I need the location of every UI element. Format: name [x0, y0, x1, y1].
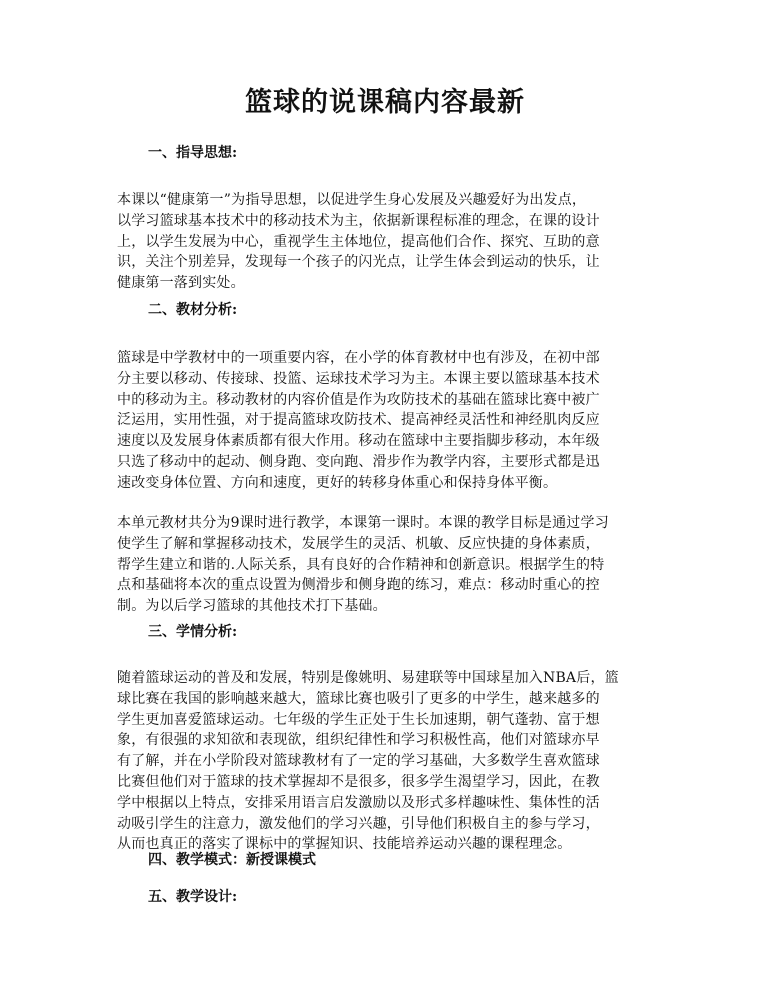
paragraph — [117, 668, 657, 855]
text-line: 制。为以后学习篮球的其他技术打下基础。 — [117, 598, 387, 615]
section-heading-student-analysis: 三、学情分析: — [148, 624, 238, 640]
section-heading-guiding-ideology: 一、指导思想: — [148, 145, 238, 161]
text-line: 球比赛在我国的影响越来越大，篮球比赛也吸引了更多的中学生，越来越多的 — [117, 690, 600, 707]
text-line: 比赛但他们对于篮球的技术掌握却不是很多，很多学生渴望学习，因此，在教 — [117, 773, 600, 790]
text-line: 泛运用，实用性强，对于提高篮球攻防技术、提高神经灵活性和神经肌肉反应 — [117, 412, 600, 429]
paragraph — [117, 190, 657, 294]
text-line: 中的移动为主。移动教材的内容价值是作为攻防技术的基础在篮球比赛中被广 — [117, 391, 600, 408]
section-heading-material-analysis: 二、教材分析: — [148, 302, 238, 318]
paragraph — [117, 348, 657, 494]
text-line: 只选了移动中的起动、侧身跑、变向跑、滑步作为教学内容，主要形式都是迅 — [117, 453, 600, 470]
paragraph — [117, 513, 657, 617]
text-line: 动吸引学生的注意力，激发他们的学习兴趣，引导他们积极自主的参与学习， — [117, 815, 600, 832]
text-line: 学生更加喜爱篮球运动。七年级的学生正处于生长加速期，朝气蓬勃、富于想 — [117, 711, 600, 728]
text-line: 健康第一落到实处。 — [117, 275, 245, 292]
text-line: 分主要以移动、传接球、投篮、运球技术学习为主。本课主要以篮球基本技术 — [117, 370, 600, 387]
text-line: 速度以及发展身体素质都有很大作用。移动在篮球中主要指脚步移动，本年级 — [117, 433, 600, 450]
section-heading-teaching-mode: 四、教学模式：新授课模式 — [148, 852, 316, 868]
text-line: 上，以学生发展为中心，重视学生主体地位，提高他们合作、探究、互助的意 — [117, 233, 600, 250]
text-line: 篮球是中学教材中的一项重要内容，在小学的体育教材中也有涉及，在初中部 — [117, 350, 600, 366]
document-title: 篮球的说课稿内容最新 — [245, 87, 525, 118]
text-line: 象，有很强的求知欲和表现欲，组织纪律性和学习积极性高，他们对篮球亦早 — [117, 732, 600, 749]
text-line: 使学生了解和掌握移动技术，发展学生的灵活、机敏、反应快捷的身体素质， — [117, 535, 600, 552]
text-line: 本单元教材共分为9课时进行教学，本课第一课时。本课的教学目标是通过学习 — [117, 515, 609, 531]
text-line: 本课以“健康第一”为指导思想，以促进学生身心发展及兴趣爱好为出发点， — [117, 192, 587, 208]
text-line: 帮学生建立和谐的.人际关系，具有良好的合作精神和创新意识。根据学生的特 — [117, 556, 605, 573]
text-line: 学中根据以上特点，安排采用语言启发激励以及形式多样趣味性、集体性的活 — [117, 794, 600, 811]
text-line: 速改变身体位置、方向和速度，更好的转移身体重心和保持身体平衡。 — [117, 474, 558, 491]
text-line: 有了解，并在小学阶段对篮球教材有了一定的学习基础，大多数学生喜欢篮球 — [117, 753, 600, 770]
text-line: 随着篮球运动的普及和发展，特别是像姚明、易建联等中国球星加入NBA后，篮 — [117, 670, 619, 686]
text-line: 以学习篮球基本技术中的移动技术为主，依据新课程标准的理念，在课的设计 — [117, 212, 600, 229]
text-line: 识，关注个别差异，发现每一个孩子的闪光点，让学生体会到运动的快乐，让 — [117, 254, 600, 271]
section-heading-teaching-design: 五、教学设计: — [148, 889, 238, 905]
text-line: 从而也真正的落实了课标中的掌握知识、技能培养运动兴趣的课程理念。 — [117, 836, 572, 853]
text-line: 点和基础将本次的重点设置为侧滑步和侧身跑的练习，难点：移动时重心的控 — [117, 577, 600, 594]
